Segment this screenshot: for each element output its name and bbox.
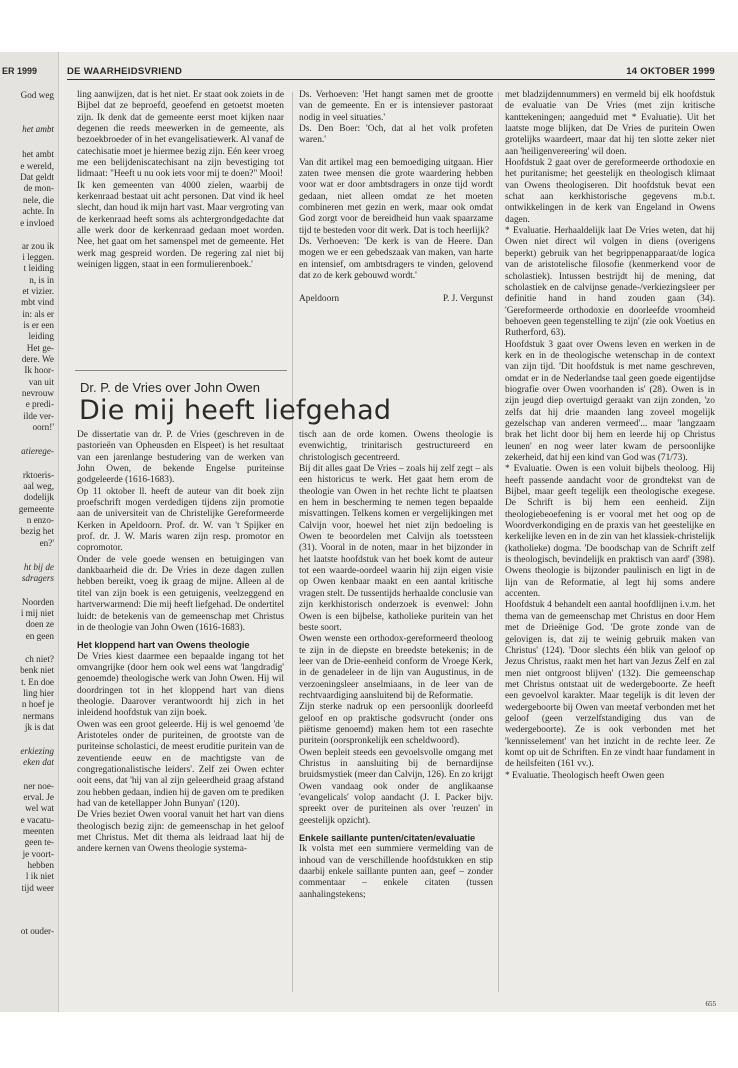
- previous-page-text-line: et vizier.: [22, 286, 54, 296]
- column-divider: [292, 92, 293, 992]
- paragraph: Ik ken gemeenten van 4000 zielen, waarbij de kerkenraad bestaat uit acht personen. Dat vind ik heel slecht, dan houd ik mijn hart vast. Maar vergroting van de kerkenraad heeft soms als achtergrondgedachte dat alle werk door de kerkenraad gedaan moet worden. Nee, het gaat om het samenspel met de gemeente. Het werk mag gespreid worden. De regering zal niet bij weinigen liggen, staat in een formulierenboek.': [77, 180, 284, 271]
- previous-page-text-line: n, is in: [29, 275, 54, 285]
- paragraph: met bladzijdennummers) en vermeld bij elk hoofdstuk de evaluatie van De Vries (met zijn kritische kanttekeningen; aangeduid met * Evaluatie). Uit het laatste moge blijken, dat De Vries de puritein Owen grotelijks waardeert, maar dat hij ten slotte zeker niet aan 'heiligenvereering' wil doen.: [505, 90, 715, 157]
- previous-page-text-line: i mij niet: [20, 608, 54, 618]
- previous-page-text-line: Het ge-: [26, 343, 54, 353]
- previous-page-text-line: het ambt: [22, 149, 54, 159]
- previous-page-text-line: n hoef je: [21, 699, 54, 709]
- previous-page-text-line: dere. We: [21, 354, 54, 364]
- previous-page-text-line: n enzo-: [26, 515, 54, 525]
- previous-page-text-line: ilde ver-: [23, 411, 54, 421]
- previous-page-text-line: geen te-: [24, 837, 54, 847]
- prev-article-column-2: [299, 90, 493, 305]
- previous-page-text-line: het ambt: [22, 124, 54, 134]
- previous-page-text-line: van uit: [28, 377, 54, 387]
- paragraph: * Evaluatie. Owen is een voluit bijbels theoloog. Hij heeft passende aandacht voor de grondtekst van de Bijbel, maar geeft tegelijk een theologische exegese. De Schrift is bij hem een eenheid. Zijn theologiebeoefening is er vooral met het oog op de Woordverkondiging en de praxis van het geestelijke en kerkelijke leven en in de zin van het klassiek-christelijk (katholieke) dogma. 'De boodschap van de Schrift zelf is theologisch, bevindelijk en praktisch van aard' (398). Owens theologie is bijzonder paulinisch en ligt in de lijn van de Reformatie, al legt hij soms andere accenten.: [505, 464, 715, 600]
- previous-page-text-line: rktoeris-: [22, 470, 54, 480]
- page-header: [67, 66, 715, 77]
- section-heading: Het kloppend hart van Owens theologie: [77, 640, 250, 651]
- paragraph: Ds. Den Boer: 'Och, dat al het volk profeten waren.': [299, 124, 493, 146]
- previous-page-text-line: ot ouder-: [20, 926, 54, 936]
- signature: [299, 294, 493, 305]
- previous-page-text-line: je voort-: [22, 849, 54, 859]
- previous-page-text-line: ht bij de: [23, 562, 54, 572]
- previous-page-text-line: achte. In: [22, 206, 54, 216]
- previous-page-text-line: ch niet?: [25, 654, 54, 664]
- previous-page-text-line: l ik niet: [25, 871, 54, 881]
- previous-page-text-line: eken dat: [23, 757, 54, 767]
- paragraph: Bij dit alles gaat De Vries – zoals hij zelf zegt – als een historicus te werk. Het gaat hem erom de theologie van Owen in het rechte licht te plaatsen en hem in bescherming te nemen tegen bepaalde misvattingen. Telkens komen er vergelijkingen met Calvijn voor, hoewel het niet zijn bedoeling is Owen te beoordelen met Calvijn als toetssteen (31). Vooral in de noten, maar in het bijzonder in het laatste hoofdstuk van het boek komt de auteur tot een waarde-oordeel waarin hij zijn eigen visie op Owen kenbaar maakt en een aantal kritische vragen stelt. De tussentijds herhaalde conclusie van zijn kerkhistorisch onderzoek is evenwel: John Owen is een bijbelse, katholieke puritein van het beste soort.: [299, 464, 493, 633]
- previous-page-header: ER 1999: [2, 66, 38, 76]
- header-rule: [67, 79, 715, 80]
- previous-page-text-line: e vacatu-: [20, 815, 54, 825]
- previous-page-text-line: en geen: [25, 631, 54, 641]
- paragraph: tisch aan de orde komen. Owens theologie is evenwichtig, trinitarisch gestructureerd en christologisch gecentreerd.: [299, 430, 493, 463]
- previous-page-text-line: oorn!': [32, 422, 54, 432]
- article-column-3: [505, 90, 715, 782]
- previous-page-text-line: sdragers: [21, 573, 54, 583]
- previous-page-text-line: Noorden: [21, 597, 54, 607]
- paragraph: Hoofdstuk 4 behandelt een aantal hoofdlijnen i.v.m. het thema van de gemeenschap met Christus en door Hem met de Drieënige God. 'De grote zonde van de gelovigen is, dat zij te weinig gebruik maken van Christus' (124). 'Door slechts één blik van geloof op Jezus Christus, raakt men het hart van Jezus Zelf en zal men niet ontgroost blijven' (132). Die gemeenschap met Christus ontstaat uit de wedergeboorte. Ze heeft een gevoelvol karakter. Maar tegelijk is dit leven der wedergeboorte bij Owen van meetaf verbonden met het geloof (geen verzelfstandiging dus van de wedergeboorte). Ze is ook verbonden met het 'kennisselement' van het inzicht in de rechte leer. Ze komt op uit de Schriften. En ze vindt haar fundament in de heilsfeiten (161 vv.).: [505, 600, 715, 770]
- previous-page-text-line: ner noe-: [23, 781, 54, 791]
- previous-page-text-line: ar zou ik: [21, 241, 54, 251]
- page-number: 655: [705, 1000, 716, 1008]
- previous-page-text-line: t leiding: [23, 263, 54, 273]
- column-divider: [498, 92, 499, 992]
- previous-page-text-line: nele, die: [22, 195, 54, 205]
- previous-page-text-line: de mon-: [23, 183, 54, 193]
- article-separator: [75, 370, 287, 371]
- article-title: Die mij heeft liefgehad: [79, 395, 392, 426]
- previous-page-text-line: doen ze: [25, 619, 54, 629]
- previous-page-text-line: nermans: [22, 711, 54, 721]
- previous-page-text-line: benk niet: [20, 665, 54, 675]
- previous-page-text-line: e wereld,: [20, 161, 54, 171]
- previous-page-text-line: en?': [39, 538, 54, 548]
- previous-page-text-line: erval. Je: [23, 792, 54, 802]
- paragraph: Ik volsta met een summiere vermelding van de inhoud van de verschillende hoofdstukken en stip daarbij enkele saillante punten aan, geef – zonder commentaar – enkele citaten (tussen aanhalingstekens;: [299, 844, 493, 900]
- previous-page-text-line: e predi-: [25, 399, 54, 409]
- previous-page-text-line: t. En doe: [21, 677, 54, 687]
- paragraph: De Vries beziet Owen vooral vanuit het hart van diens theologisch bezig zijn: de gemeenschap in het geloof met Christus. Met dit thema als leidraad laat hij de andere kernen van Owens theologie systema-: [77, 810, 284, 855]
- previous-page-text-line: wel wat: [25, 803, 54, 813]
- previous-page-text-line: i leggen.: [22, 252, 54, 262]
- previous-page-text-line: bezig het: [20, 526, 54, 536]
- paragraph: * Evaluatie. Theologisch heeft Owen geen: [505, 770, 665, 781]
- previous-page-text-line: e invloed: [20, 218, 54, 228]
- paragraph: Ds. Verhoeven: 'De kerk is van de Heere. Dan mogen we er een gebedszaak van maken, van harte en intensief, om ambtsdragers te vinden, gelovend dat zo de kerk gebouwd wordt.': [299, 237, 493, 282]
- previous-page-text-line: Ik hoor-: [24, 365, 54, 375]
- previous-page-text-line: leiding: [28, 331, 54, 341]
- paragraph: Owen wenste een orthodox-gereformeerd theoloog te zijn in de diepste en breedste betekenis; in de leer van de Drie-eenheid conform de Vroege Kerk, in de genadeleer in de lijn van Augustinus, in de verzoeningsleer anselmiaans, in de leer van de rechtvaardiging aansluitend bij de Reformatie.: [299, 634, 493, 701]
- previous-page-text-line: gemeente: [18, 504, 54, 514]
- previous-page-text-line: meenten: [22, 826, 54, 836]
- prev-article-column-1: [77, 90, 284, 272]
- paragraph: * Evaluatie. Herhaaldelijk laat De Vries weten, dat hij Owen niet direct wil volgen in diens (overigens beperkt) gebruik van het begrippenapparaat/de logica van de aristotelische filosofie (kenmerkend voor de scholastiek). Intussen bestrijdt hij de mening, dat scholastiek en de calvijnse genade-/verkiezingsleer per definitie hand in hand zouden gaan (34). 'Gereformeerde orthodoxie en doorleefde vroomheid behoeven geen tegenstelling te zijn' (zie ook Voetius en Rutherford, 63).: [505, 226, 715, 339]
- article-column-2: [299, 430, 493, 901]
- paragraph: ling aanwijzen, dat is het niet. Er staat ook zoiets in de Bijbel dat ze beproefd, geoefend en getoetst moeten zijn. Ik denk dat de gemeente eerst moet kijken naar degenen die reeds meewerken in de gemeente, als bezoekbroeder of in het evangelisatiewerk. Al vanaf de catechisatie moet je hiermee bezig zijn. Eén keer vroeg me een belijdeniscatechisant na zijn bevestiging tot lidmaat: "Heeft u nu ook iets voor mij te doen?" Mooi!: [77, 90, 284, 180]
- paragraph: Hoofdstuk 2 gaat over de gereformeerde orthodoxie en het puritanisme; het geestelijk en theologisch klimaat van Owens theologiseren. Dit hoofdstuk bevat een schat aan kerkhistorische gegevens m.b.t. ontwikkelingen in de kerk van Engeland in Owens dagen.: [505, 158, 715, 225]
- previous-page-text-line: God weg: [20, 90, 54, 100]
- article-kicker: Dr. P. de Vries over John Owen: [80, 380, 260, 395]
- paragraph: Hoofdstuk 3 gaat over Owens leven en werken in de kerk en in de theologische wetenschap in de context van zijn tijd. 'Dit hoofdstuk is met name geschreven, omdat er in de Nederlandse taal geen goede eigentijdse biografie over Owen voorhanden is' (28). Owen is in zijn jeugd diep overtuigd geraakt van zijn zonden, 'zo zelfs dat hij drie maanden lang zoveel mogelijk gezelschap van anderen vermeed'... maar 'langzaam brak het licht door bij hem en leerde hij op Christus leunen' en nog weer later kwam de persoonlijke zekerheid, dat hij een kind van God was (71/73).: [505, 339, 715, 463]
- issue-date: 14 OKTOBER 1999: [626, 66, 715, 77]
- signature-author: P. J. Vergunst: [442, 293, 493, 304]
- previous-page-text-line: mbt vind: [21, 297, 54, 307]
- paragraph: Owen was een groot geleerde. Hij is wel genoemd 'de Aristoteles onder de puriteinen, de grootste van de puriteinse scholastici, de meest eruditie puritein van de zeventiende eeuw en de machtigste van de congregationalistische leiders'. Zelf zei Owen echter ooit eens, dat 'hij van al zijn geleerdheid graag afstand zou hebben gedaan, indien hij de gaven om te prediken had van de ketellapper John Bunyan' (120).: [77, 719, 284, 809]
- previous-page-text-line: ling hier: [23, 688, 54, 698]
- paragraph: Op 11 oktober ll. heeft de auteur van dit boek zijn proefschrift mogen verdedigen tijdens zijn promotie aan de universiteit van de Christelijke Gereformeerde Kerken in Apeldoorn. Prof. dr. W. van 't Spijker en prof. dr. J. W. Maris waren zijn resp. promotor en copromotor.: [77, 486, 284, 554]
- previous-page-text-line: atieregе-: [21, 446, 54, 456]
- previous-page-text-line: tijd weer: [21, 883, 54, 893]
- paragraph: Van dit artikel mag een bemoediging uitgaan. Hier zaten twee mensen die grote waardering hebben voor wat er door ambtsdragers in onze tijd wordt gedaan, niet alleen omdat ze het moeten combineren met gezin en werk, maar ook omdat God zorgt voor de bereidheid hun vaak spaarzame tijd te besteden voor dit werk. Dat is toch heerlijk?: [299, 157, 493, 236]
- previous-page-text-line: in: als er: [22, 309, 54, 319]
- previous-page-text-line: aal weg,: [23, 481, 54, 491]
- paragraph: Zijn sterke nadruk op een persoonlijk doorleefd geloof en op praktische godsvrucht (onder ons piëtisme genoemd) maken hem tot een rasechte puritein (oorspronkelijk een scheldwoord).: [299, 702, 493, 747]
- paragraph: Owen bepleit steeds een gevoelsvolle omgang met Christus in aansluiting bij de bernardijnse bruidsmystiek (meer dan Calvijn, 126). En zo krijgt Owen vandaag ook onder de anglikaanse 'evangelicals' volop aandacht (J. I. Packer bijv. spreekt over de puriteinen als over 'reuzen' in geestelijk opzicht).: [299, 747, 493, 826]
- section-heading: Enkele saillante punten/citaten/evaluatie: [299, 833, 476, 844]
- previous-page-text-line: is er een: [23, 320, 54, 330]
- previous-page-text-line: hebben: [27, 860, 54, 870]
- paragraph: Ds. Verhoeven: 'Het hangt samen met de grootte van de gemeente. En er is intensiever pastoraat nodig in veel situaties.': [299, 90, 493, 123]
- article-column-1: [77, 430, 284, 856]
- newspaper-page: [0, 52, 738, 1012]
- previous-page-text-line: dodelijk: [23, 492, 54, 502]
- paragraph: De dissertatie van dr. P. de Vries (geschreven in de pastorieën van Opheusden en Elspeet) is het resultaat van een jarenlange bestudering van de werken van John Owen, de bekende Engelse puriteinse godgeleerde (1616-1683).: [77, 430, 284, 486]
- previous-page-edge: [0, 52, 59, 1012]
- signature-place: Apeldoorn: [299, 293, 340, 304]
- previous-page-text-line: Dat geldt: [20, 172, 54, 182]
- previous-page-text-line: jk is dat: [24, 722, 54, 732]
- previous-page-text-line: erkiezing: [20, 746, 54, 756]
- previous-page-text-line: nevrouw: [21, 388, 54, 398]
- publication-name: DE WAARHEIDSVRIEND: [67, 66, 183, 77]
- paragraph: De Vries kiest daarmee een bepaalde ingang tot het omvangrijke (door hem ook wel eens wat 'langdradig' genoemde) theologische werk van John Owen. Hij wil doordringen tot in het kloppend hart van diens theologie. Daarover verantwoordt hij zich in het inleidend hoofdstuk van zijn boek.: [77, 651, 284, 719]
- paragraph: Onder de vele goede wensen en betuigingen van dankbaarheid die dr. De Vries in deze dagen zullen hebben bereikt, voeg ik graag de mijne. Alleen al de titel van zijn boek is een getuigenis, veelzeggend en hartverwarmend: Die mij heeft liefgehad. De ondertitel luidt: de betekenis van de gemeenschap met Christus in de theologie van John Owen (1616-1683).: [77, 554, 284, 633]
